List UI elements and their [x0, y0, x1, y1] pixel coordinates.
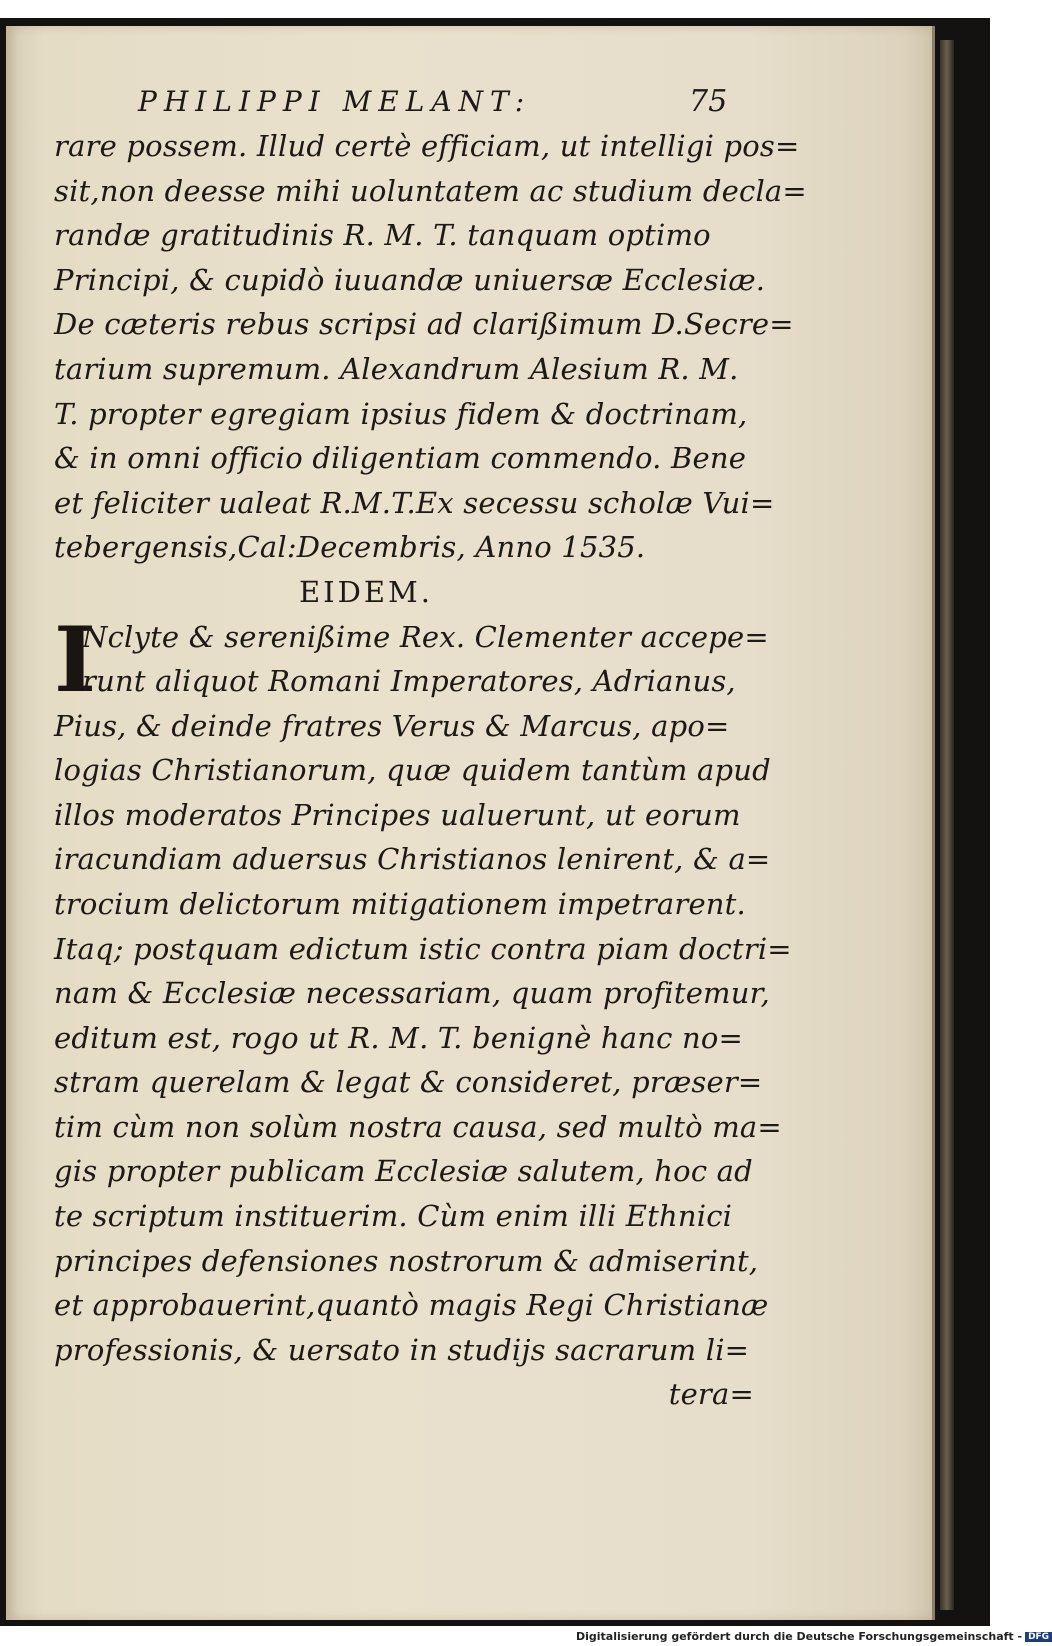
text-line: Principi, & cupidò iuuandæ uniuersæ Ecclesiæ.	[54, 262, 766, 297]
text-line: editum est, rogo ut R. M. T. benignè hanc no=	[54, 1020, 744, 1055]
text-line: te scriptum instituerim. Cùm enim illi Ethnici	[54, 1199, 733, 1234]
text-line: T. propter egregiam ipsius fidem & doctrinam,	[54, 396, 748, 431]
text-line: illos moderatos Principes ualuerunt, ut eorum	[54, 797, 741, 832]
text-line: Nclyte & serenißime Rex. Clementer accepe=	[82, 619, 769, 654]
text-lines-after-initial	[54, 704, 792, 1373]
page-number: 75	[689, 84, 728, 119]
book-page	[6, 26, 935, 1620]
text-line: Itaq; postquam edictum istic contra piam doctri=	[54, 931, 792, 966]
text-line: nam & Ecclesiæ necessariam, quam profitemur,	[54, 976, 770, 1011]
text-line: & in omni officio diligentiam commendo. Bene	[54, 441, 747, 476]
text-line: runt aliquot Romani Imperatores, Adrianus,	[82, 664, 736, 699]
text-line: rare possem. Illud certè efficiam, ut intelligi pos=	[54, 129, 800, 163]
text-line: tebergensis,Cal:Decembris, Anno 1535.	[54, 530, 646, 565]
text-line: et approbauerint,quantò magis Regi Christianæ	[54, 1288, 769, 1323]
initial-text-lines	[82, 615, 769, 704]
page-header	[54, 80, 754, 124]
text-line: De cæteris rebus scripsi ad clarißimum D.Secre=	[54, 307, 794, 342]
text-line: trocium delictorum mitigationem impetrarent.	[54, 886, 746, 921]
text-line: principes defensiones nostrorum & admiserint,	[54, 1243, 759, 1278]
text-line: tim cùm non solùm nostra causa, sed multò ma=	[54, 1109, 782, 1144]
section-heading: EIDEM.	[299, 574, 433, 609]
text-line: Pius, & deinde fratres Verus & Marcus, apo=	[54, 708, 730, 743]
text-lines-before-heading	[54, 124, 807, 570]
drop-initial: I	[54, 606, 97, 713]
catchword: tera=	[668, 1377, 754, 1412]
text-line: gis propter publicam Ecclesiæ salutem, hoc ad	[54, 1154, 753, 1189]
initial-paragraph-start	[54, 606, 769, 713]
text-line: stram querelam & legat & consideret, præser=	[54, 1065, 763, 1100]
running-head: PHILIPPI MELANT:	[138, 85, 532, 118]
dfg-logo: DFG	[1025, 1632, 1052, 1642]
credit-text: Digitalisierung gefördert durch die Deutsche Forschungsgemeinschaft -	[576, 1630, 1023, 1643]
text-line: tarium supremum. Alexandrum Alesium R. M.	[54, 351, 739, 386]
text-line: randæ gratitudinis R. M. T. tanquam optimo	[54, 218, 711, 253]
text-line: professionis, & uersato in studijs sacrarum li=	[54, 1332, 750, 1367]
digitization-credit	[576, 1630, 1052, 1643]
text-line: sit,non deesse mihi uoluntatem ac studium decla=	[54, 173, 807, 208]
book-page-edge	[940, 40, 954, 1610]
text-line: iracundiam aduersus Christianos lenirent, & a=	[54, 842, 771, 877]
text-line: logias Christianorum, quæ quidem tantùm apud	[54, 753, 771, 788]
page-text	[54, 80, 807, 1417]
text-line: et feliciter ualeat R.M.T.Ex secessu scholæ Vui=	[54, 485, 775, 520]
